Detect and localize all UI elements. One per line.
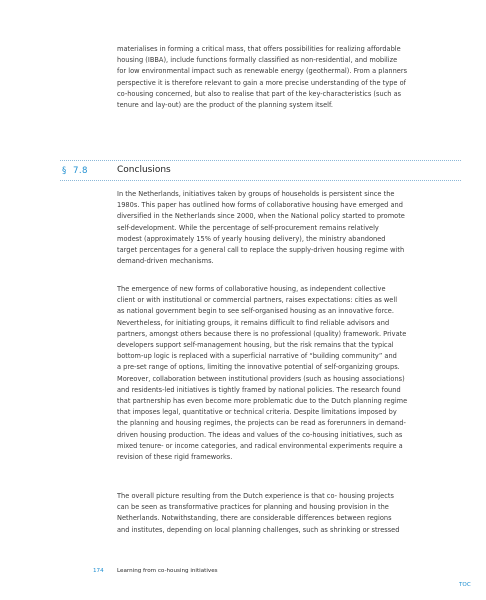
text-line: bottom-up logic is replaced with a superficial narrative of “building community” and: [117, 352, 397, 361]
text-line: mixed tenure- or income categories, and radical environmental experiments require a: [117, 441, 403, 450]
section-symbol: §: [62, 166, 67, 176]
section-number: [62, 166, 88, 176]
text-line: target percentages for a general call to replace the supply-driven housing regime with: [117, 246, 405, 255]
intro-paragraph: [117, 44, 453, 111]
running-title: Learning from co-housing initiatives: [117, 568, 218, 574]
text-line: Moreover, collaboration between institutional providers (such as housing associations): [117, 374, 405, 383]
text-line: 1980s. This paper has outlined how forms of collaborative housing have emerged and: [117, 201, 403, 210]
text-line: Netherlands. Notwithstanding, there are considerable differences between regions: [117, 514, 392, 523]
section-divider-bottom: [60, 180, 461, 181]
text-line: client or with institutional or commercial partners, raises expectations: cities as well: [117, 296, 398, 305]
text-line: partners, amongst others because there is no professional (quality) framework. Private: [117, 329, 407, 338]
text-line: demand-driven mechanisms.: [117, 257, 214, 266]
text-line: perspective it is therefore relevant to gain a more precise understanding of the type of: [117, 78, 406, 87]
paragraph-2: [117, 284, 453, 463]
text-line: that imposes legal, quantitative or technical criteria. Despite limitations imposed by: [117, 408, 397, 417]
text-line: a pre-set range of options, limiting the innovative potential of self-organizing groups.: [117, 363, 400, 372]
toc-link[interactable]: TOC: [459, 582, 471, 588]
text-line: modest (approximately 15% of yearly housing delivery), the ministry abandoned: [117, 234, 386, 243]
page-number: 174: [93, 568, 104, 574]
paragraph-3: [117, 491, 453, 536]
text-line: Nevertheless, for initiating groups, it remains difficult to find reliable advisors and: [117, 318, 390, 327]
text-line: In the Netherlands, initiatives taken by groups of households is persistent since the: [117, 190, 395, 198]
section-divider-top: [60, 160, 461, 161]
text-line: The emergence of new forms of collaborative housing, as independent collective: [117, 285, 386, 293]
section-number-value: 7.8: [72, 166, 88, 176]
text-line: as national government begin to see self-organised housing as an innovative force.: [117, 307, 394, 316]
section-title: Conclusions: [117, 165, 171, 175]
text-line: The overall picture resulting from the Dutch experience is that co- housing projects: [117, 492, 394, 500]
text-line: the planning and housing regimes, the projects can be read as forerunners in demand-: [117, 419, 406, 428]
text-line: developers support self-management housing, but the risk remains that the typical: [117, 341, 394, 350]
text-line: self-development. While the percentage of self-procurement remains relatively: [117, 223, 379, 232]
text-line: and residents-led initiatives is tightly framed by national policies. The research found: [117, 385, 401, 394]
text-line: can be seen as transformative practices for planning and housing provision in the: [117, 503, 389, 512]
text-line: co-housing concerned, but also to realise that part of the key-characteristics (such as: [117, 89, 402, 98]
text-line: revision of these rigid frameworks.: [117, 453, 233, 462]
text-line: that partnership has even become more problematic due to the Dutch planning regime: [117, 397, 408, 406]
text-line: driven housing production. The ideas and values of the co-housing initiatives, such as: [117, 430, 403, 439]
text-line: diversified in the Netherlands since 2000, when the National policy started to promote: [117, 212, 405, 221]
text-line: materialises in forming a critical mass, that offers possibilities for realizing affordable: [117, 45, 401, 53]
text-line: tenure and lay-out) are the product of the planning system itself.: [117, 101, 333, 110]
text-line: housing (IBBA), include functions formally classified as non-residential, and mobilize: [117, 56, 398, 65]
text-line: for low environmental impact such as renewable energy (geothermal). From a planners: [117, 67, 408, 76]
paragraph-1: [117, 189, 453, 267]
text-line: and institutes, depending on local planning challenges, such as shrinking or stressed: [117, 525, 400, 534]
